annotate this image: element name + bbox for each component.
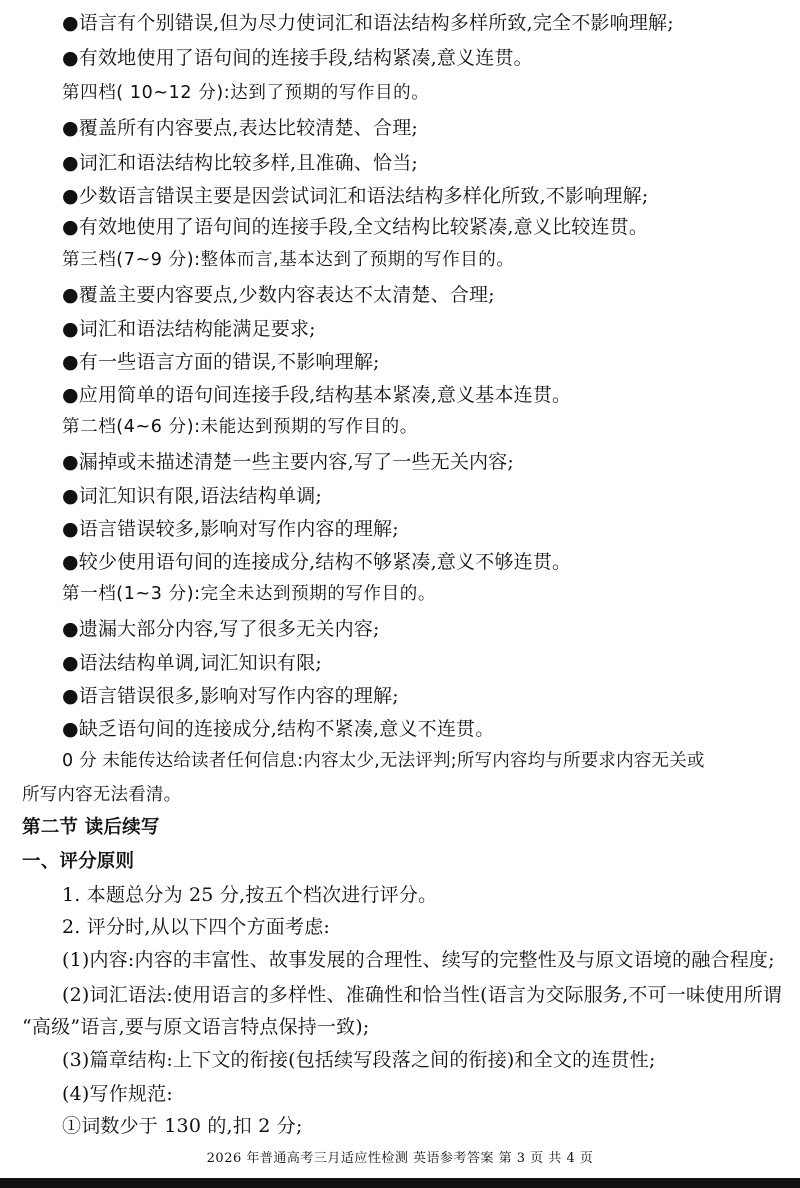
section-heading: 第二节 读后续写 bbox=[22, 817, 160, 838]
grade-level-heading: 第三档(7~9 分):整体而言,基本达到了预期的写作目的。 bbox=[62, 250, 515, 270]
grade-level-heading: 第四档( 10~12 分):达到了预期的写作目的。 bbox=[62, 83, 430, 103]
criterion-bullet: ●覆盖主要内容要点,少数内容表达不太清楚、合理; bbox=[62, 284, 495, 306]
criterion-bullet: ●语言有个别错误,但为尽力使词汇和语法结构多样所致,完全不影响理解; bbox=[62, 12, 674, 34]
criterion-bullet: ●覆盖所有内容要点,表达比较清楚、合理; bbox=[62, 117, 419, 139]
criteria-item: (2)词汇语法:使用语言的多样性、准确性和恰当性(语言为交际服务,不可一味使用所谓 bbox=[62, 984, 782, 1006]
zero-score-rule-continued: 所写内容无法看清。 bbox=[22, 785, 182, 805]
criterion-bullet: ●语言错误很多,影响对写作内容的理解; bbox=[62, 685, 399, 707]
criterion-bullet: ●少数语言错误主要是因尝试词汇和语法结构多样化所致,不影响理解; bbox=[62, 185, 649, 207]
criterion-bullet: ●有效地使用了语句间的连接手段,全文结构比较紧凑,意义比较连贯。 bbox=[62, 216, 649, 238]
criteria-item-continued: “高级”语言,要与原文语言特点保持一致); bbox=[22, 1016, 370, 1038]
criterion-bullet: ●较少使用语句间的连接成分,结构不够紧凑,意义不够连贯。 bbox=[62, 551, 572, 573]
numbered-item: 2. 评分时,从以下四个方面考虑: bbox=[62, 916, 331, 938]
criteria-item: (1)内容:内容的丰富性、故事发展的合理性、续写的完整性及与原文语境的融合程度; bbox=[62, 949, 775, 971]
criterion-bullet: ●有效地使用了语句间的连接手段,结构紧凑,意义连贯。 bbox=[62, 47, 533, 69]
criterion-bullet: ●词汇和语法结构比较多样,且准确、恰当; bbox=[62, 152, 419, 174]
criterion-bullet: ●语言错误较多,影响对写作内容的理解; bbox=[62, 518, 399, 540]
criteria-item: (4)写作规范: bbox=[62, 1083, 173, 1105]
subsection-heading: 一、评分原则 bbox=[22, 851, 135, 872]
criterion-bullet: ●有一些语言方面的错误,不影响理解; bbox=[62, 351, 380, 373]
criterion-bullet: ●漏掉或未描述清楚一些主要内容,写了一些无关内容; bbox=[62, 451, 515, 473]
page-footer: 2026 年普通高考三月适应性检测 英语参考答案 第 3 页 共 4 页 bbox=[206, 1151, 594, 1166]
numbered-item: 1. 本题总分为 25 分,按五个档次进行评分。 bbox=[62, 884, 438, 906]
criterion-bullet: ●遗漏大部分内容,写了很多无关内容; bbox=[62, 618, 380, 640]
criterion-bullet: ●应用简单的语句间连接手段,结构基本紧凑,意义基本连贯。 bbox=[62, 384, 572, 406]
criteria-item: (3)篇章结构:上下文的衔接(包括续写段落之间的衔接)和全文的连贯性; bbox=[62, 1049, 656, 1071]
criterion-bullet: ●缺乏语句间的连接成分,结构不紧凑,意义不连贯。 bbox=[62, 718, 495, 740]
grade-level-heading: 第二档(4~6 分):未能达到预期的写作目的。 bbox=[62, 417, 418, 437]
deduction-rule: ①词数少于 130 的,扣 2 分; bbox=[62, 1115, 303, 1137]
criterion-bullet: ●词汇和语法结构能满足要求; bbox=[62, 318, 316, 340]
bottom-edge-bar bbox=[0, 1178, 800, 1188]
criterion-bullet: ●语法结构单调,词汇知识有限; bbox=[62, 652, 323, 674]
zero-score-rule: 0 分 未能传达给读者任何信息:内容太少,无法评判;所写内容均与所要求内容无关或 bbox=[62, 751, 705, 771]
criterion-bullet: ●词汇知识有限,语法结构单调; bbox=[62, 485, 323, 507]
grade-level-heading: 第一档(1~3 分):完全未达到预期的写作目的。 bbox=[62, 584, 436, 604]
